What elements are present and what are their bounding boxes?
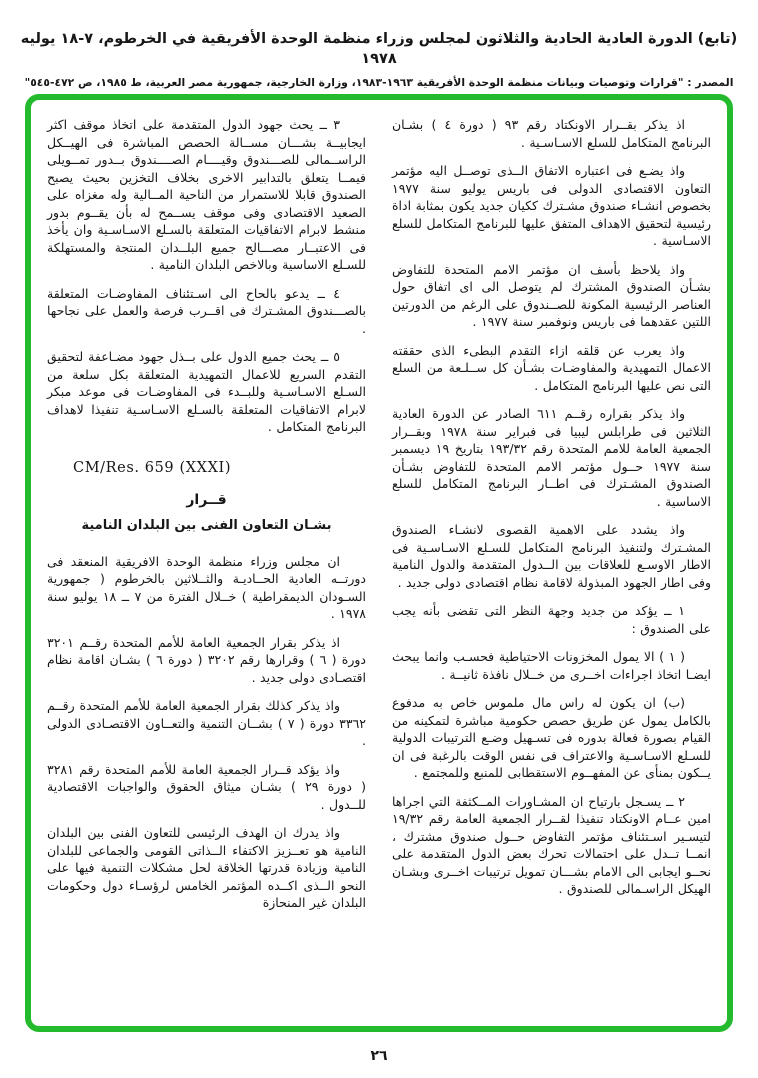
- numbered-clause: ٢ ــ يسـجل بارتياح ان المشـاورات المــكثفة التي اجراها امين عــام الاونكتاد تنفيذا لقــرار الجمعية العامة رقم ١٩/٣٢ لتيسـير اسـتئناف مؤتمر التفاوض حــول صندوق مشترك ، انمــا تــدل على احتمالات تحرك بعض الدول المتقدمة على نحــو ايجابى الى الامام بشـــان تمويل ترتيبات اخــرى وبشـان الهيكل الراسـمالى للصندوق .: [392, 793, 711, 896]
- paragraph: واذ يعرب عن قلقه ازاء التقدم البطىء الذى حققته الاعمال التمهيدية والمفاوضـات بشـأن كل ســلـعة من السلع التى نص عليها البرنامج المتكامل .: [392, 342, 711, 393]
- header-source-line: المصدر : "قرارات وتوصيات وبيانات منظمة الوحدة الأفريقية ١٩٦٣-١٩٨٣، وزارة الخارجية، جمهورية مصر العربية، ط ١٩٨٥، ص ٤٧٢-٥٤٥": [24, 76, 734, 90]
- numbered-clause: (ب) ان يكون له راس مال ملموس خاص به مدفوع بالكامل يمول عن طريق حصص حكومية مباشرة لتمكينه من القيام بصورة فعالة بدوره فى تسـهيل وضـع الترتيبات الدولية للسـلع الاسـاسـية والاعتراف فى نفس الوقت بالرغبة فى ان يــكون بمنأى عن المفهــوم الاستقطابى للمنبع وللمجتمع .: [392, 695, 711, 780]
- resolution-reference: CM/Res. 659 (XXXI): [73, 459, 232, 476]
- header-title: (تابع) الدورة العادية الحادية والثلاثون لمجلس وزراء منظمة الوحدة الأفريقية في الخرطوم، ٧-١٨ يوليه ١٩٧٨: [20, 31, 738, 67]
- paragraph: ان مجلس وزراء منظمة الوحدة الافريقية المنعقد فى دورتــه العادية الحــاديـة والثــلاثين بالخرطوم ( جمهورية السـودان الديمقراطية ) خــلال الفترة من ٧ ــ ١٨ يوليو سنة ١٩٧٨ .: [47, 553, 367, 621]
- column-left: [47, 116, 366, 1018]
- paragraph: واذ يذكر بقراره رقــم ٦١١ الصادر عن الدورة العادية الثلاثين فى طرابلس ليبيا فى فبراير سنة ١٩٧٨ وبقــرار الجمعية العامة للامم المتحدة رقم ١٩٣/٣٢ بتاريخ ١٩ ديسمبر سنة ١٩٧٧ حــول مؤتمر الامم المتحدة للتفاوض بشـأن الصندوق المشـترك فى اطــار البرنامج المتكامل للسلع الاساسية .: [392, 406, 712, 509]
- paragraph: واذ يلاحظ بأسف ان مؤتمر الامم المتحدة للتفاوض بشـأن الصندوق المشترك لم يتوصل الى اى اتفاق حول العناصر الرئيسية المكونة للصــندوق على الرغم من الدورتين اللتين عقدهما فى باريس ونوفمبر سنة ١٩٧٧ .: [392, 261, 711, 329]
- green-content-frame: [25, 94, 733, 1032]
- paragraph: واذ يذكر كذلك بقرار الجمعية العامة للأمم المتحدة رقــم ٣٣٦٢ دورة ( ٧ ) بشــان التنمية والتعــاون الاقتصـادى الدولى .: [47, 698, 366, 748]
- paragraph: اذ يذكر بقرار الجمعية العامة للأمم المتحدة رقــم ٣٢٠١ دورة ( ٦ ) وقرارها رقم ٣٢٠٢ ( دورة ٦ ) بشـان اقامة نظام اقتصـادى دولى جديد .: [47, 634, 366, 685]
- numbered-clause: ٣ ــ يحث جهود الدول المتقدمة على اتخاذ موقف اكثر ايجابيــة بشـــان مســالة الحصص المباشرة فى الهيــكل الراســمالى للصـــندوق وقيــــام الصــــندوق بــدور تمــويلى فيمــا يتعلق بالتدابير الاخرى بخلاف التخزين بحيث يصبح الصندوق قابلا للاستمرار من الناحية المــالية وله مغزاه على الصعيد الاقتصادى وفى موقف يســمح له بأن يقــوم بدور منشط لابرام الاتفاقيات المتعلقة بالسـلع الاسـاسـية وان يأخذ فى الاعتبــار مصـــالح جميع البلــدان المنتجة والمستهلكة للسـلع الاساسية وبالاخص البلدان النامية .: [47, 117, 366, 272]
- resolution-title: قــرار: [186, 491, 227, 508]
- paragraph: اذ يذكر بقــرار الاونكتاد رقم ٩٣ ( دورة ٤ ) بشـان البرنامج المتكامل للسلع الاسـاسـية .: [392, 117, 711, 150]
- column-right: [392, 116, 711, 1018]
- paragraph: واذ يشدد على الاهمية القصوى لانشـاء الصندوق المشـترك ولتنفيذ البرنامج المتكامل للسـلع الاسـاسـية فى الاطار الاوسـع للعلاقات بين الــدول المتقدمة والدول النامية وفى اطار الجهود المبذولة لاقامة نظام اقتصادى دولى جديد .: [392, 522, 711, 590]
- page-number: ٢٦: [370, 1048, 388, 1064]
- numbered-clause: ٤ ــ يدعو بالحاح الى اسـتئناف المفاوضـات المتعلقة بالصـــندوق المشـترك فى اقــرب فرصة والعمل على نجاحها .: [47, 285, 366, 336]
- paragraph: واذ يؤكد قــرار الجمعية العامة للأمم المتحدة رقم ٣٢٨١ ( دورة ٢٩ ) بشـان ميثاق الحقوق والواجبات الاقتصادية للــدول .: [47, 761, 366, 812]
- paragraph: واذ يدرك ان الهدف الرئيسى للتعاون الفنى بين البلدان النامية هو تعــزيز الاكتفاء الــذاتى القومى والجماعى للبلدان النامية وزيادة قدرتها الخلاقة لحل مشكلات التنمية فيها على النحو الــذى اكــده المؤتمر الخامس لرؤسـاء دول وحكومات البلدان غير المنحازة: [47, 825, 366, 910]
- numbered-clause: ٥ ــ يحث جميع الدول على بــذل جهود مضـاعفة لتحقيق التقدم السريع للاعمال التمهيدية المتعلقة بكل سلعة من السـلع الاسـاسـية وللبــدء فى المفاوضـات فى موعد مبكر لابرام الاتفاقيات المتعلقة بالسـلع الاسـاسـية تنفيذا لاهداف البرنامج المتكامل .: [47, 349, 366, 434]
- numbered-clause: ١ ــ يؤكد من جديد وجهة النظر التى تقضى بأنه يجب على الصندوق :: [392, 603, 711, 636]
- numbered-clause: ( ١ ) الا يمول المخزونات الاحتياطية فحسـب وانما يبحث ايضـا اتخاذ اجراءات اخــرى من خــلال نافذة ثانيــة .: [392, 649, 711, 682]
- paragraph: واذ يضـع فى اعتباره الاتفاق الــذى توصــل اليه مؤتمر التعاون الاقتصادى الدولى فى باريس يوليو سنة ١٩٧٧ بخصوص انشـاء صندوق مشـترك ككيان جديد يكون بمثابة اداة رئيسية لتحقيق الاهداف المتفق عليها للبرنامج المتكامل للسلع الاسـاسية .: [392, 163, 711, 248]
- page-header: [0, 0, 758, 89]
- resolution-subtitle: بشـان التعاون الفنى بين البلدان النامية: [81, 517, 332, 533]
